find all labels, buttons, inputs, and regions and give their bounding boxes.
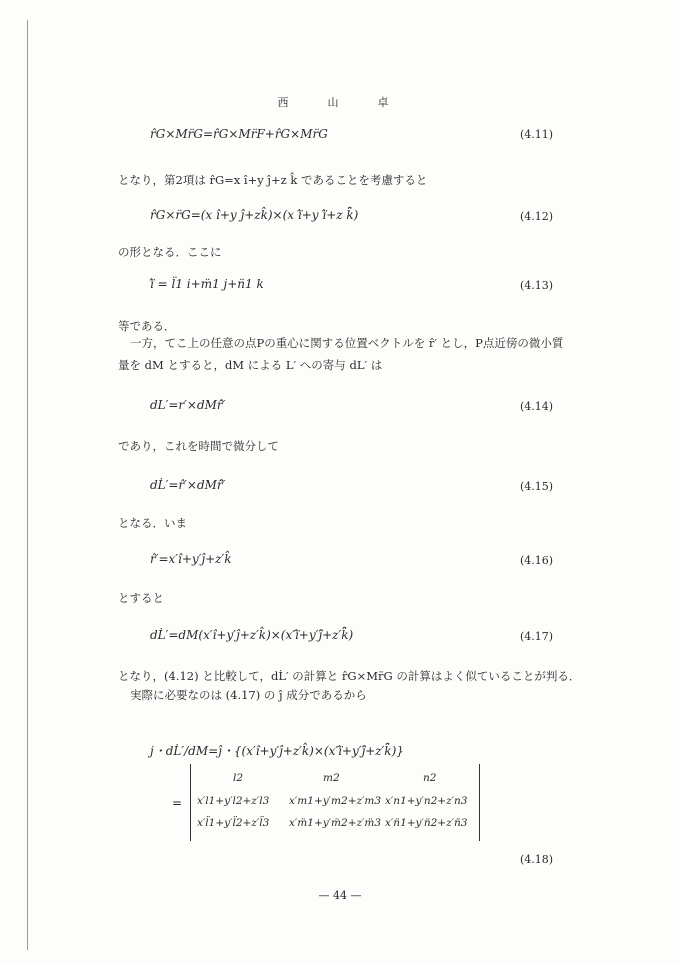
paragraph-line: とすると xyxy=(118,591,164,605)
determinant-cell: x′l̈1+y′l̈2+z′l̈3 xyxy=(197,817,270,829)
paragraph-line: となり，(4.12) と比較して，dL̇′ の計算と r̂G×Mr̈G の計算はよく似ていることが判る． xyxy=(118,669,581,683)
equation-4-12: r̂G×r̈G=(x î+y ĵ+zk̂)×(x ï̂+y ï̂+z k̈̂) xyxy=(150,208,359,222)
equation-number-4-16: (4.16) xyxy=(520,554,554,567)
determinant-cell: m2 xyxy=(323,772,340,784)
determinant-equals: = xyxy=(172,796,183,810)
equation-number-4-18: (4.18) xyxy=(520,853,554,866)
scan-edge-line xyxy=(27,20,28,950)
equation-number-4-15: (4.15) xyxy=(520,480,554,493)
equation-number-4-13: (4.13) xyxy=(520,279,554,292)
determinant-cell: x′m̈1+y′m̈2+z′m̈3 xyxy=(289,817,382,829)
paragraph-line: 等である． xyxy=(118,319,176,333)
paragraph-line: であり，これを時間で微分して xyxy=(118,439,279,453)
equation-4-14: dL′=r′×dMr̂̇′ xyxy=(150,398,226,412)
paragraph-line: 量を dM とすると，dM による L′ への寄与 dL′ は xyxy=(118,358,383,372)
equation-number-4-12: (4.12) xyxy=(520,210,554,223)
determinant-cell: x′n̈1+y′n̈2+z′n̈3 xyxy=(385,817,468,829)
paragraph-line: の形となる．ここに xyxy=(118,245,222,259)
equation-4-17: dL̇′=dM(x′î+y′ĵ+z′k̂)×(x′ï̂+y′j̈̂+z′k̈̂) xyxy=(150,628,354,642)
equation-4-18-lead: j・dL̇′/dM=ĵ・{(x′î+y′ĵ+z′k̂)×(x′ï̂+y′j̈̂+z′k̈̂)} xyxy=(150,744,404,758)
determinant-cell: n2 xyxy=(423,772,437,784)
determinant-cell: l2 xyxy=(233,772,244,784)
paragraph-line: 一方，てこ上の任意の点Pの重心に関する位置ベクトルを r̂′ とし，P点近傍の微小質 xyxy=(130,336,564,350)
running-header: 西 山 卓 xyxy=(277,96,403,109)
equation-number-4-14: (4.14) xyxy=(520,400,554,413)
page-number: — 44 — xyxy=(318,889,362,902)
paragraph-line: となる．いま xyxy=(118,516,187,530)
equation-number-4-11: (4.11) xyxy=(520,128,554,141)
equation-4-13: ï̂ = l̈1 i+m̈1 j+n̈1 k xyxy=(150,277,264,291)
determinant-cell: x′n1+y′n2+z′n3 xyxy=(385,795,468,807)
equation-number-4-17: (4.17) xyxy=(520,630,554,643)
paragraph-line: 実際に必要なのは (4.17) の ĵ 成分であるから xyxy=(130,688,367,702)
determinant-cell: x′m1+y′m2+z′m3 xyxy=(289,795,382,807)
equation-4-15: dL̇′=r̂′×dMr̂̈′ xyxy=(150,478,226,492)
equation-4-11: r̂G×Mr̈G=r̂G×Mr̈F+r̂G×Mr̈G xyxy=(150,127,328,141)
paragraph-line: となり，第2項は r̂G=x î+y ĵ+z k̂ であることを考慮すると xyxy=(118,173,428,187)
determinant xyxy=(190,764,480,841)
determinant-cell: x′l1+y′l2+z′l3 xyxy=(197,795,270,807)
equation-4-16: r̂′=x′î+y′ĵ+z′k̂ xyxy=(150,552,232,566)
